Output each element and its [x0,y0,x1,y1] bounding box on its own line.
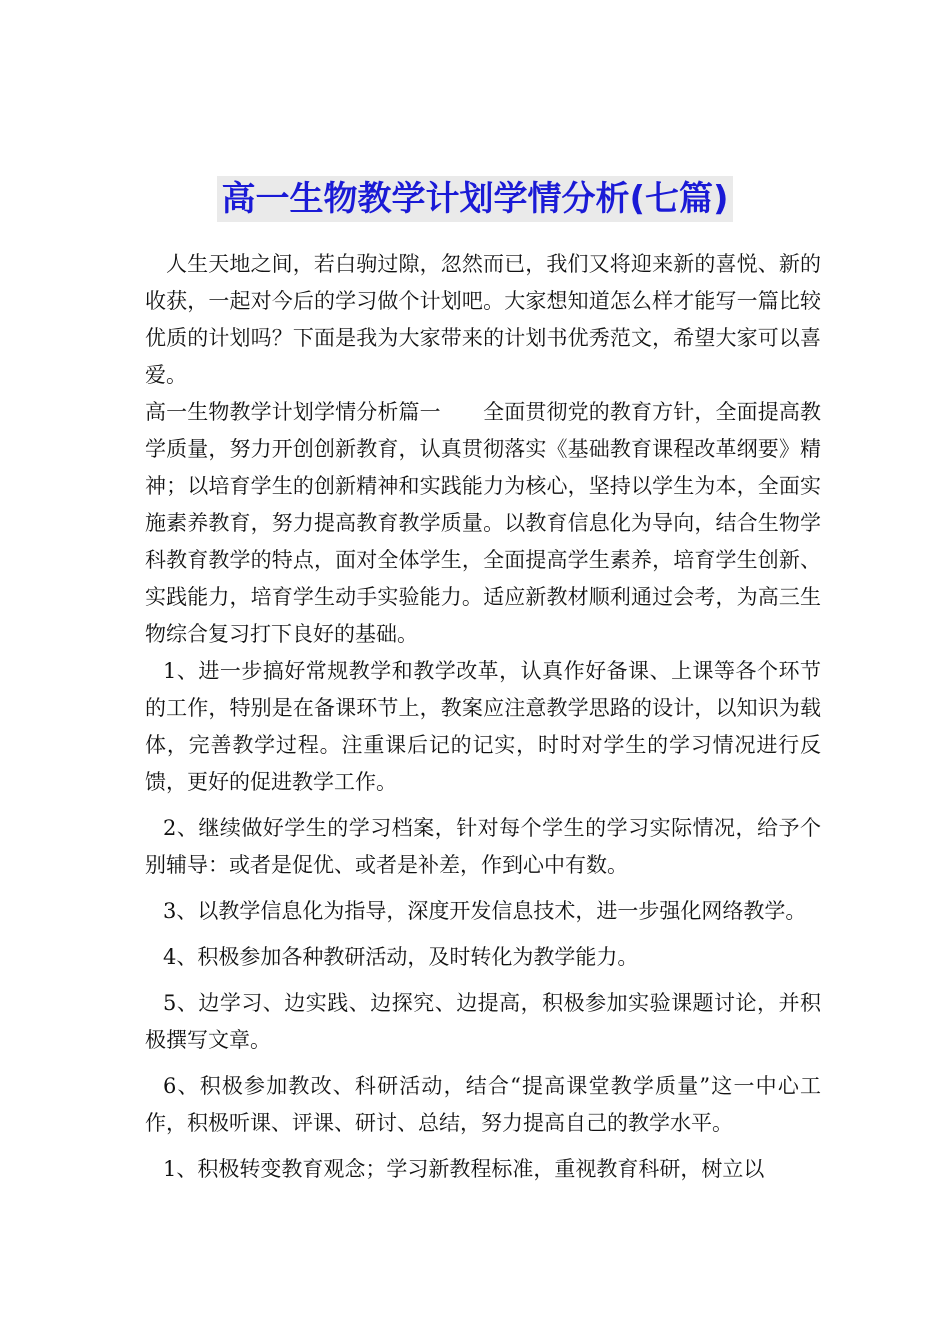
list-item: 1、积极转变教育观念；学习新教程标准，重视教育科研，树立以 [163,1157,765,1181]
list-item: 6、积极参加教改、科研活动，结合“提高课堂教学质量”这一中心工作，积极听课、评课、研讨、总结，努力提高自己的教学水平。 [145,1074,821,1135]
document-title: 高一生物教学计划学情分析(七篇) [217,176,732,222]
list-item: 4、积极参加各种教研活动，及时转化为教学能力。 [163,945,639,969]
document-body [145,246,821,1188]
title-container [0,176,950,222]
list-item: 1、进一步搞好常规教学和教学改革，认真作好备课、上课等各个环节的工作，特别是在备课环节上，教案应注意教学思路的设计，以知识为载体，完善教学过程。注重课后记的记实，时时对学生的学习情况进行反馈，更好的促进教学工作。 [145,659,821,794]
section-1-paragraph: 高一生物教学计划学情分析篇一 全面贯彻党的教育方针，全面提高教学质量，努力开创创新教育，认真贯彻落实《基础教育课程改革纲要》精神；以培育学生的创新精神和实践能力为核心，坚持以学生为本，全面实施素养教育，努力提高教育教学质量。以教育信息化为导向，结合生物学科教育教学的特点，面对全体学生，全面提高学生素养，培育学生创新、实践能力，培育学生动手实验能力。适应新教材顺利通过会考，为高三生物综合复习打下良好的基础。 [145,400,821,646]
list-item: 3、以教学信息化为指导，深度开发信息技术，进一步强化网络教学。 [163,899,807,923]
list-item: 5、边学习、边实践、边探究、边提高，积极参加实验课题讨论，并积极撰写文章。 [145,991,821,1052]
list-item: 2、继续做好学生的学习档案，针对每个学生的学习实际情况，给予个别辅导：或者是促优、或者是补差，作到心中有数。 [145,816,821,877]
intro-paragraph: 人生天地之间，若白驹过隙，忽然而已，我们又将迎来新的喜悦、新的收获，一起对今后的学习做个计划吧。大家想知道怎么样才能写一篇比较优质的计划吗？下面是我为大家带来的计划书优秀范文，希望大家可以喜爱。 [145,252,821,387]
